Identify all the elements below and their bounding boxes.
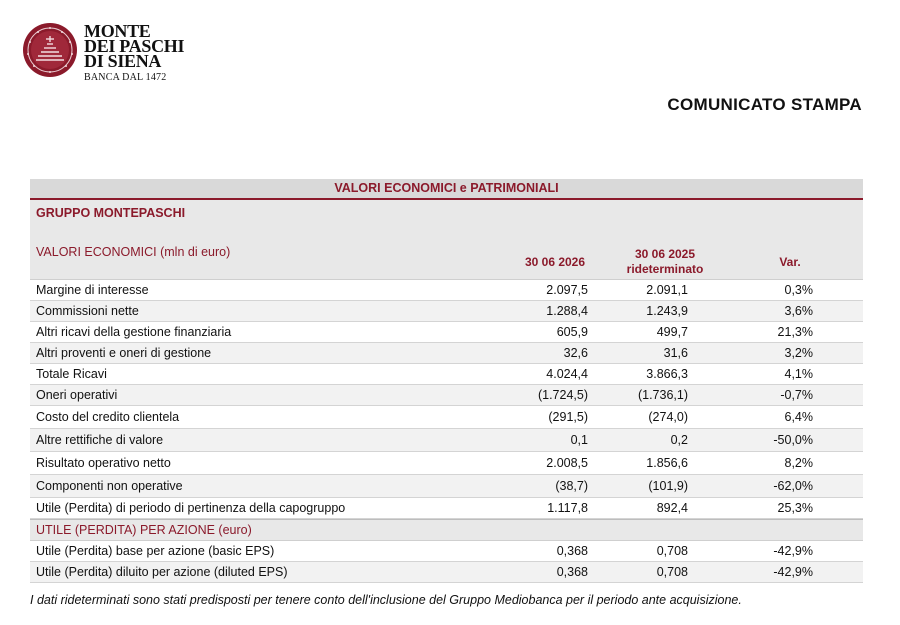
table-row — [30, 475, 863, 498]
row-label: Utile (Perdita) base per azione (basic EPS) — [36, 544, 275, 558]
value-var: 3,2% — [784, 346, 813, 360]
value-var: -62,0% — [773, 479, 813, 493]
bank-logo — [22, 22, 262, 92]
column-header-2025-note: rideterminato — [626, 262, 704, 276]
table-body — [30, 280, 863, 519]
value-2025: 0,708 — [656, 544, 688, 558]
value-2026: 2.008,5 — [546, 456, 588, 470]
value-2025: 0,2 — [670, 433, 688, 447]
row-label: Costo del credito clientela — [36, 410, 180, 424]
value-2025: 1.243,9 — [646, 304, 688, 318]
value-var: 0,3% — [784, 283, 813, 297]
row-label: Margine di interesse — [36, 283, 149, 297]
value-2025: 31,6 — [663, 346, 688, 360]
value-var: -0,7% — [780, 388, 813, 402]
value-var: -42,9% — [773, 565, 813, 579]
value-var: -50,0% — [773, 433, 813, 447]
table-row — [30, 364, 863, 385]
footnote: I dati rideterminati sono stati predisposti per tenere conto dell'inclusione del Gruppo Mediobanca per il periodo ante acquisizione. — [30, 593, 742, 607]
table-row — [30, 343, 863, 364]
table-row — [30, 322, 863, 343]
table-row — [30, 406, 863, 429]
value-2026: 1.288,4 — [546, 304, 588, 318]
column-header-2025-date: 30 06 2025 — [634, 247, 696, 261]
logo-tagline: BANCA DAL 1472 — [84, 72, 167, 83]
group-label: GRUPPO MONTEPASCHI — [36, 206, 186, 220]
column-header-2026: 30 06 2026 — [524, 255, 586, 269]
row-label: Oneri operativi — [36, 388, 118, 402]
table-row — [30, 541, 863, 562]
value-2026: 2.097,5 — [546, 283, 588, 297]
row-label: Componenti non operative — [36, 479, 183, 493]
value-var: 25,3% — [777, 501, 813, 515]
table-title: VALORI ECONOMICI e PATRIMONIALI — [30, 179, 863, 200]
value-2026: 0,368 — [556, 565, 588, 579]
value-2026: 32,6 — [563, 346, 588, 360]
value-2025: (274,0) — [648, 410, 688, 424]
table-row — [30, 498, 863, 519]
value-2025: (101,9) — [648, 479, 688, 493]
row-label: Altri proventi e oneri di gestione — [36, 346, 212, 360]
logo-wordmark — [84, 21, 185, 85]
financial-table — [30, 179, 863, 583]
value-var: 8,2% — [784, 456, 813, 470]
value-2026: 1.117,8 — [547, 501, 588, 515]
table-row — [30, 562, 863, 583]
value-2026: 4.024,4 — [546, 367, 588, 381]
value-2025: 892,4 — [656, 501, 688, 515]
value-2026: (1.724,5) — [537, 388, 588, 402]
value-2026: 0,1 — [570, 433, 588, 447]
press-release-title: COMUNICATO STAMPA — [667, 95, 862, 114]
value-2025: (1.736,1) — [637, 388, 688, 402]
value-var: 4,1% — [784, 367, 813, 381]
table-header — [30, 200, 863, 280]
value-2025: 2.091,1 — [646, 283, 688, 297]
row-label: Altre rettifiche di valore — [36, 433, 164, 447]
value-2025: 3.866,3 — [646, 367, 688, 381]
value-var: 6,4% — [784, 410, 813, 424]
row-label: Totale Ricavi — [36, 367, 107, 381]
table-row — [30, 429, 863, 452]
value-2025: 0,708 — [656, 565, 688, 579]
value-var: 3,6% — [784, 304, 813, 318]
value-var: 21,3% — [777, 325, 813, 339]
row-label: Utile (Perdita) di periodo di pertinenza della capogruppo — [36, 501, 346, 515]
row-label: Commissioni nette — [36, 304, 139, 318]
logo-line-2: DEI PASCHI — [84, 36, 185, 56]
table-subtitle: VALORI ECONOMICI (mln di euro) — [36, 245, 231, 259]
seal-icon — [22, 22, 78, 78]
value-2026: 0,368 — [556, 544, 588, 558]
row-label: Risultato operativo netto — [36, 456, 171, 470]
column-header-2025 — [600, 247, 730, 277]
logo-line-1: MONTE — [84, 21, 151, 41]
row-label: Utile (Perdita) diluito per azione (diluted EPS) — [36, 565, 288, 579]
eps-section-header: UTILE (PERDITA) PER AZIONE (euro) — [30, 519, 863, 541]
table-row — [30, 301, 863, 322]
logo-line-3: DI SIENA — [84, 51, 162, 71]
column-header-var: Var. — [779, 255, 801, 269]
table-row — [30, 452, 863, 475]
table-row — [30, 280, 863, 301]
value-2025: 1.856,6 — [646, 456, 688, 470]
value-2026: 605,9 — [556, 325, 588, 339]
value-2026: (291,5) — [548, 410, 588, 424]
row-label: Altri ricavi della gestione finanziaria — [36, 325, 232, 339]
table-row — [30, 385, 863, 406]
value-2025: 499,7 — [656, 325, 688, 339]
value-var: -42,9% — [773, 544, 813, 558]
value-2026: (38,7) — [555, 479, 588, 493]
